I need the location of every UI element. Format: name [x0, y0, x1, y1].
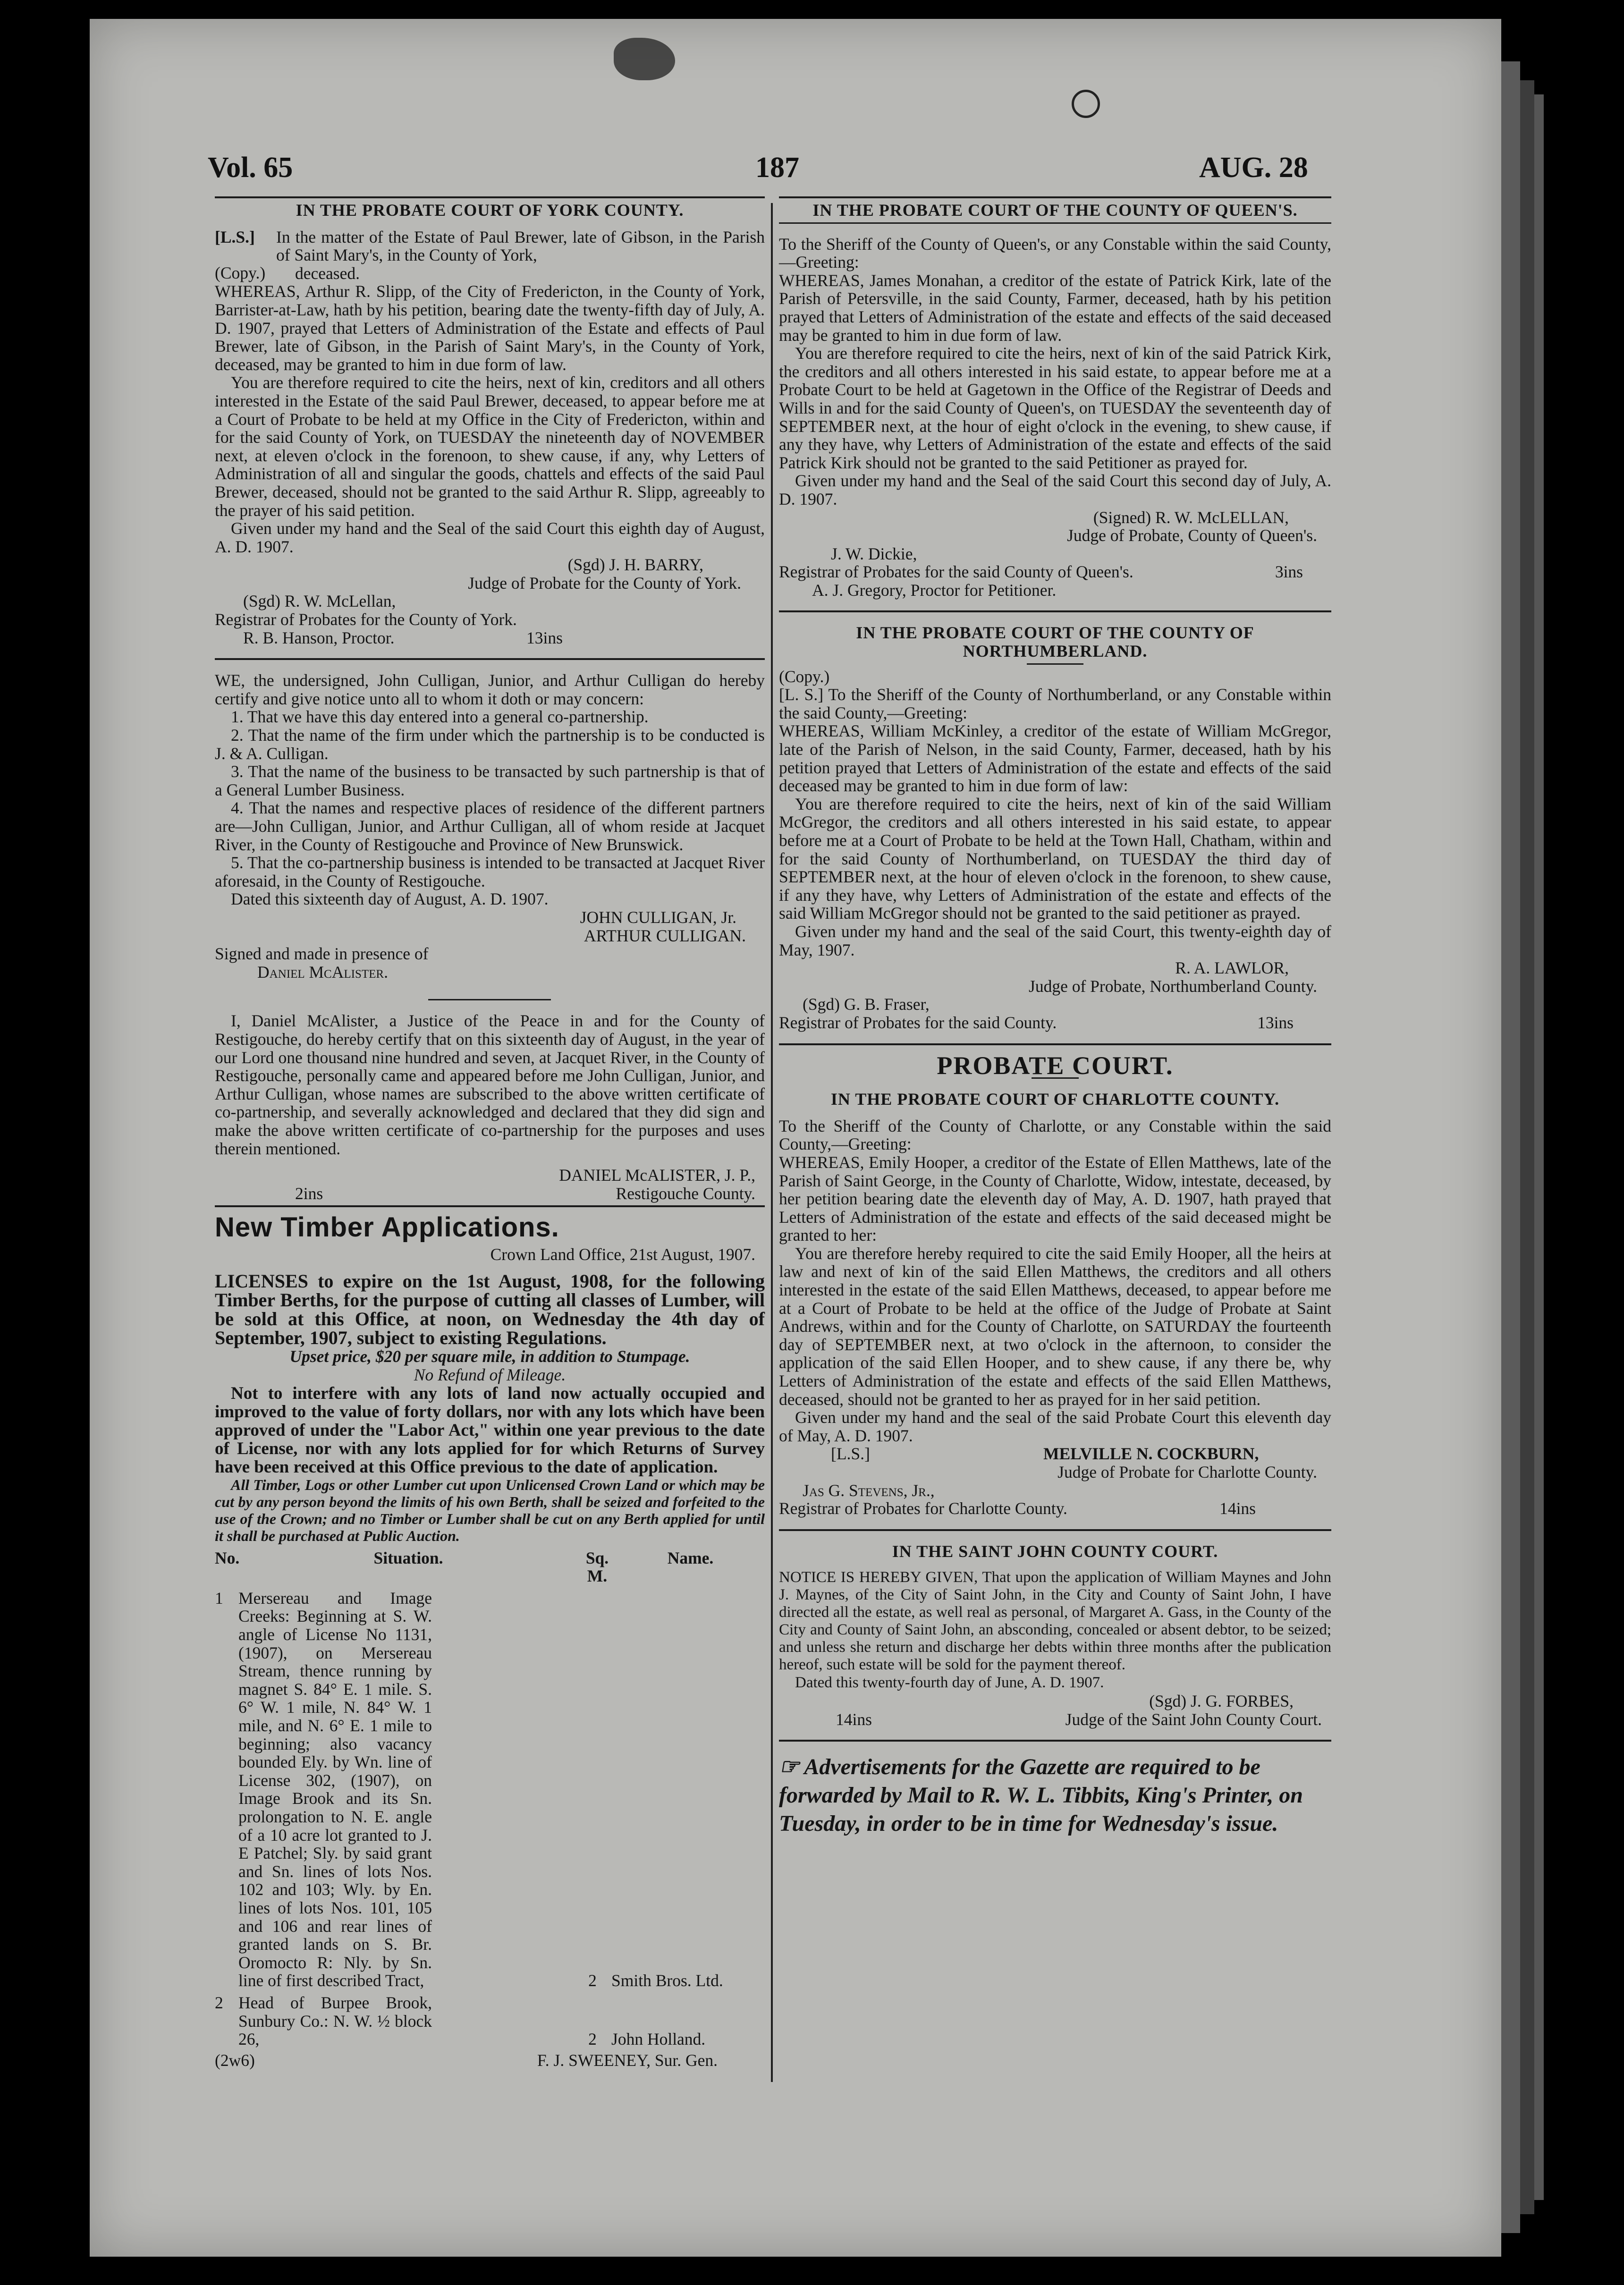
mcgregor-registrar-title: Registrar of Probates for the said County. — [779, 1013, 1057, 1032]
divider — [215, 658, 765, 660]
kirk-judge-title: Judge of Probate, County of Queen's. — [1067, 526, 1317, 545]
page-edge — [1501, 61, 1520, 2233]
culligan-jp-signature: DANIEL McALISTER, J. P., — [559, 1166, 755, 1185]
row-number: 1 — [215, 1588, 223, 1608]
divider — [779, 222, 1331, 224]
brewer-insertions: 13ins — [526, 628, 563, 647]
page-edge — [1520, 80, 1534, 2214]
brewer-heading: IN THE PROBATE COURT OF YORK COUNTY. — [296, 201, 684, 220]
mcgregor-insertions: 13ins — [1257, 1013, 1294, 1032]
timber-title: New Timber Applications. — [215, 1212, 559, 1243]
culligan-witness: Daniel McAlister. — [257, 962, 388, 982]
table-row — [215, 1589, 765, 1990]
row-sq-m: 2 — [588, 2030, 597, 2049]
no-refund: No Refund of Mileage. — [414, 1365, 566, 1385]
gazette-advertisement-notice — [779, 1753, 1331, 1838]
culligan-signed-presence: Signed and made in presence of — [215, 944, 429, 964]
upset-price: Upset price, $20 per square mile, in addition to Stumpage. — [289, 1347, 690, 1366]
mcgregor-given: Given under my hand and the seal of the said Court, this twenty-eighth day of May, 1907. — [779, 922, 1331, 959]
hooper-citation: You are therefore hereby required to cite the said Emily Hooper, all the heirs at law and next of kin of the said Ellen Matthews, the creditors and all others interested in the estate of the said Ellen Matthews, deceased, to appear before me at a Court of Probate to be held at the office of the Judge of Probate at Saint Andrews, within and for the County of Charlotte, on SATURDAY the fourteenth day of SEPTEMBER next, at two o'clock in the afternoon, to consider the application of the said Ellen Hooper, and to shew cause, if any there be, why Letters of Administration of the estate and effects of the said Ellen Matthews, deceased, should not be granted to her as prayed for in her said petition. — [779, 1244, 1331, 1409]
brewer-matter — [215, 228, 765, 283]
hooper-seal-row — [779, 1445, 1331, 1463]
column-divider — [771, 203, 773, 2082]
row-situation: Mersereau and Image Creeks: Beginning at S. W. angle of License No 1131, (1907), on Mersereau Stream, thence running by magnet S. 84° E. 1 mile. S. 6° W. 1 mile, N. 84° W. 1 mile, and N. 6° E. 1 mile to beginning; also vacancy bounded Ely. by Wn. line of License 302, (1907), on Image Brook and its Sn. prolongation to N. E. angle of a 10 acre lot granted to J. E Patchel; Sly. by said grant and Sn. lines of lots Nos. 102 and 103; Wly. by En. lines of lots Nos. 101, 105 and 106 and rear lines of granted lands on S. Br. Oromocto R: Nly. by Sn. line of first described Tract, — [238, 1588, 432, 1990]
surveyor-general-signature: F. J. SWEENEY, Sur. Gen. — [537, 2050, 718, 2070]
saintjohn-judge-title: Judge of the Saint John County Court. — [1065, 1710, 1322, 1729]
hooper-given: Given under my hand and the seal of the said Probate Court this eleventh day of May, A. D. 1907. — [779, 1408, 1331, 1445]
mcgregor-registrar-signature: (Sgd) G. B. Fraser, — [803, 995, 930, 1014]
timber-licenses-notice: LICENSES to expire on the 1st August, 1908, for the following Timber Berths, for the purpose of cutting all classes of Lumber, will be sold at this Office, at noon, on Wednesday the 4th day of September, 1907, subject to existing Regulations. — [215, 1270, 765, 1349]
saintjohn-insertions: 14ins — [836, 1710, 872, 1729]
culligan-county: Restigouche County. — [616, 1184, 755, 1203]
kirk-registrar-title: Registrar of Probates for the said County of Queen's. — [779, 562, 1133, 582]
mcgregor-judge-signature: R. A. LAWLOR, — [1175, 958, 1289, 978]
kirk-registrar-row — [779, 563, 1331, 581]
divider — [779, 1529, 1331, 1531]
page-number: 187 — [755, 152, 799, 184]
short-divider — [1027, 663, 1083, 665]
timber-restrictions: Not to interfere with any lots of land now actually occupied and improved to the value of forty dollars, nor with any lots which have been approved of under the "Labor Act," within one year previous to the date of License, nor with any lots applied for for which Returns of Survey have been received at this Office previous to the date of application. — [215, 1383, 765, 1477]
saintjohn-heading: IN THE SAINT JOHN COUNTY COURT. — [892, 1541, 1218, 1561]
kirk-insertions: 3ins — [1275, 562, 1303, 582]
hooper-address: To the Sheriff of the County of Charlotte, or any Constable within the said County,—Greeting: — [779, 1116, 1331, 1154]
timber-footer — [215, 2051, 765, 2070]
brewer-given: Given under my hand and the Seal of the said Court this eighth day of August, A. D. 1907. — [215, 519, 765, 556]
hooper-registrar-signature: Jas G. Stevens, Jr., — [803, 1481, 935, 1500]
brewer-registrar-title: Registrar of Probates for the County of York. — [215, 610, 517, 629]
mcgregor-registrar-row — [779, 1014, 1331, 1032]
page-edge — [1534, 94, 1544, 2200]
kirk-address: To the Sheriff of the County of Queen's, or any Constable within the said County,—Greeting: — [779, 234, 1331, 272]
row-number: 2 — [215, 1993, 223, 2012]
culligan-signature-1: JOHN CULLIGAN, Jr. — [580, 907, 736, 927]
col-sq-m: Sq. M. — [585, 1548, 609, 1586]
saintjohn-footer — [779, 1710, 1331, 1729]
brewer-proctor: R. B. Hanson, Proctor. — [243, 628, 395, 647]
kirk-registrar-signature: J. W. Dickie, — [831, 544, 917, 563]
culligan-dated: Dated this sixteenth day of August, A. D. 1907. — [231, 889, 549, 909]
brewer-matter-text: In the matter of the Estate of Paul Brewer, late of Gibson, in the Parish of Saint Mary's, in the County of York, — [276, 227, 765, 265]
hooper-judge-title: Judge of Probate for Charlotte County. — [1057, 1463, 1317, 1481]
kirk-whereas: WHEREAS, James Monahan, a creditor of the estate of Patrick Kirk, late of the Parish of Petersville, in the said County, Farmer, deceased, hath by his petition prayed that Letters of Administration of the estate and effects of the said deceased may be granted to him in due form of law. — [779, 271, 1331, 345]
culligan-justice-certificate: I, Daniel McAlister, a Justice of the Peace in and for the County of Restigouche, do hereby certify that on this sixteenth day of August, in the year of our Lord one thousand nine hundred and seven, at Jacquet River, in the County of Restigouche, personally came and appeared before me John Culligan, Junior, and Arthur Culligan, whose names are subscribed to the above written certificate of co-partnership, and severally acknowledged and declared that they did sign and make the above written certificate of co-partnership for the purposes and uses therein mentioned. — [215, 1011, 765, 1158]
timber-forfeiture-notice: All Timber, Logs or other Lumber cut upon Unlicensed Crown Land or which may be cut by any person beyond the limits of his own Berth, shall be seized and forfeited to the use of the Crown; and no Timber or Lumber shall be cut on any Berth applied for until it shall be purchased at Public Auction. — [215, 1476, 765, 1544]
timber-table-header — [215, 1549, 765, 1585]
kirk-citation: You are therefore required to cite the heirs, next of kin of the said Patrick Kirk, the creditors and all others interested in his said estate, to appear before me at a Probate Court to be held at Gagetown in the Office of the Registrar of Deeds and Wills in and for the said County of Queen's, on TUESDAY the seventeenth day of SEPTEMBER next, at the hour of eight o'clock in the evening, to shew cause, if any they have, why Letters of Administration of the estate and effects of the said Patrick Kirk should not be granted to the said Petitioner as prayed for. — [779, 344, 1331, 472]
kirk-judge-signature: (Signed) R. W. McLELLAN, — [1093, 508, 1289, 527]
issue-date: AUG. 28 — [1199, 152, 1308, 184]
hooper-insertions: 14ins — [1219, 1499, 1256, 1518]
divider — [779, 1043, 1331, 1045]
divider — [215, 1205, 765, 1207]
right-column — [779, 194, 1331, 1838]
culligan-item-2: 2. That the name of the firm under which the partnership is to be conducted is J. & A. Culligan. — [215, 726, 765, 763]
divider — [215, 196, 765, 198]
hooper-registrar-title: Registrar of Probates for Charlotte County. — [779, 1499, 1067, 1518]
mcgregor-judge-title: Judge of Probate, Northumberland County. — [1029, 976, 1317, 996]
row-name: John Holland. — [611, 2030, 706, 2049]
seal-mark: [L.S.] — [215, 227, 255, 246]
volume-label: Vol. 65 — [208, 152, 293, 184]
probate-court-title: PROBATE COURT. — [937, 1051, 1174, 1080]
mcgregor-copy: (Copy.) — [779, 667, 830, 686]
mcgregor-whereas: WHEREAS, William McKinley, a creditor of the estate of William McGregor, late of the Parish of Nelson, in the said County, Farmer, deceased, hath by his petition prayed that Letters of Administration of the estate and effects of the said deceased may be granted to him in due form of law: — [779, 721, 1331, 796]
kirk-proctor: A. J. Gregory, Proctor for Petitioner. — [812, 580, 1057, 600]
table-row — [215, 1994, 765, 2048]
culligan-notice: WE, the undersigned, John Culligan, Junior, and Arthur Culligan do hereby certify and give notice unto all to whom it doth or may concern: — [215, 671, 765, 708]
divider — [779, 1740, 1331, 1742]
row-situation: Head of Burpee Brook, Sunbury Co.: N. W. ½ block 26, — [238, 1993, 432, 2049]
row-name: Smith Bros. Ltd. — [611, 1971, 723, 1990]
hooper-registrar-row — [779, 1499, 1331, 1518]
left-column — [215, 194, 765, 2069]
brewer-judge-title: Judge of Probate for the County of York. — [468, 573, 741, 592]
divider — [779, 196, 1331, 198]
culligan-item-3: 3. That the name of the business to be transacted by such partnership is that of a General Lumber Business. — [215, 762, 765, 799]
saintjohn-dated: Dated this twenty-fourth day of June, A. D. 1907. — [795, 1674, 1104, 1692]
col-name: Name. — [667, 1548, 714, 1567]
culligan-item-1: 1. That we have this day entered into a general co-partnership. — [231, 707, 649, 727]
hooper-judge-signature: MELVILLE N. COCKBURN, — [1043, 1444, 1259, 1464]
culligan-signature-2: ARTHUR CULLIGAN. — [584, 926, 746, 945]
short-divider — [428, 999, 551, 1000]
brewer-judge-signature: (Sgd) J. H. BARRY, — [567, 555, 703, 575]
hooper-seal: [L.S.] — [831, 1444, 870, 1464]
culligan-item-5: 5. That the co-partnership business is intended to be transacted at Jacquet River aforesaid, in the County of Restigouche. — [215, 853, 765, 890]
brewer-footer — [215, 629, 765, 647]
crown-land-office-date: Crown Land Office, 21st August, 1907. — [490, 1244, 755, 1264]
saintjohn-judge-signature: (Sgd) J. G. FORBES, — [1149, 1691, 1294, 1710]
timber-code: (2w6) — [215, 2050, 255, 2070]
row-sq-m: 2 — [588, 1971, 597, 1990]
col-situation: Situation. — [373, 1548, 443, 1567]
kirk-given: Given under my hand and the Seal of the said Court this second day of July, A. D. 1907. — [779, 471, 1331, 508]
mcgregor-citation: You are therefore required to cite the heirs, next of kin of the said William McGregor, the creditors and all others interested in his said estate, to appear before me at a Court of Probate to be held at the Town Hall, Chatham, within and for the said County of Northumberland, on TUESDAY the third day of SEPTEMBER next, at the hour of eleven o'clock in the forenoon, to shew cause, if any they have, why Letters of Administration of the estate and effects of the said William McGregor should not be granted to the said petitioner as prayed. — [779, 794, 1331, 923]
col-no: No. — [215, 1548, 240, 1567]
hooper-whereas: WHEREAS, Emily Hooper, a creditor of the Estate of Ellen Matthews, late of the Parish of Saint George, in the County of Charlotte, Widow, intestate, deceased, by her petition bearing date the eleventh day of May, A. D. 1907, hath prayed that Letters of Administration of the estate and effects of the said deceased might be granted to her: — [779, 1152, 1331, 1245]
punch-hole-mark — [1072, 90, 1100, 118]
culligan-item-4: 4. That the names and respective places of residence of the different partners are—John Culligan, Junior, and Arthur Culligan, all of whom reside at Jacquet River, in the County of Restigouche and Province of New Brunswick. — [215, 798, 765, 854]
saintjohn-notice: NOTICE IS HEREBY GIVEN, That upon the application of William Maynes and John J. Maynes, of the City of Saint John, in the City and County of Saint John, I have directed all the estate, as well real as personal, of Margaret A. Gass, in the County of the City and County of Saint John, an absconding, concealed or absent debtor, to be seized; and unless she return and discharge her debts within three months after the publication hereof, such estate will be sold for the payment thereof. — [779, 1569, 1331, 1674]
brewer-whereas: WHEREAS, Arthur R. Slipp, of the City of Fredericton, in the County of York, Barrister-at-Law, hath by his petition, bearing date the twenty-fifth day of July, A. D. 1907, prayed that Letters of Administration of the Estate and effects of Paul Brewer, late of Gibson, in the Parish of Saint Mary's, in the County of York, deceased, may be granted to him in due form of law. — [215, 282, 765, 374]
mcgregor-heading: IN THE PROBATE COURT OF THE COUNTY OF NORTHUMBERLAND. — [856, 623, 1254, 661]
advert-text: Advertisements for the Gazette are required to be forwarded by Mail to R. W. L. Tibbits, King's Printer, on Tuesday, in order to be in time for Wednesday's issue. — [779, 1754, 1303, 1836]
brewer-registrar-signature: (Sgd) R. W. McLellan, — [243, 592, 396, 611]
kirk-heading: IN THE PROBATE COURT OF THE COUNTY OF QUEEN'S. — [812, 201, 1298, 220]
brewer-citation: You are therefore required to cite the heirs, next of kin, creditors and all others interested in the Estate of the said Paul Brewer, deceased, to appear before me at a Court of Probate to be held at my Office in the City of Fredericton, within and for the said County of York, on TUESDAY the nineteenth day of NOVEMBER next, at eleven o'clock in the forenoon, to shew cause, if any, why Letters of Administration of all and singular the goods, chattels and effects of the said Paul Brewer, deceased, should not be granted to the said Arthur R. Slipp, agreeably to the prayer of his said petition. — [215, 373, 765, 520]
hooper-heading: IN THE PROBATE COURT OF CHARLOTTE COUNTY. — [830, 1090, 1280, 1109]
pointing-hand-icon: ☞ — [779, 1754, 800, 1780]
culligan-footer — [215, 1185, 765, 1203]
divider — [779, 610, 1331, 612]
copy-mark: (Copy.) — [215, 263, 266, 283]
culligan-insertions: 2ins — [295, 1184, 323, 1203]
brewer-deceased: deceased. — [295, 263, 360, 283]
mcgregor-address: [L. S.] To the Sheriff of the County of Northumberland, or any Constable within the said County,—Greeting: — [779, 685, 1331, 722]
